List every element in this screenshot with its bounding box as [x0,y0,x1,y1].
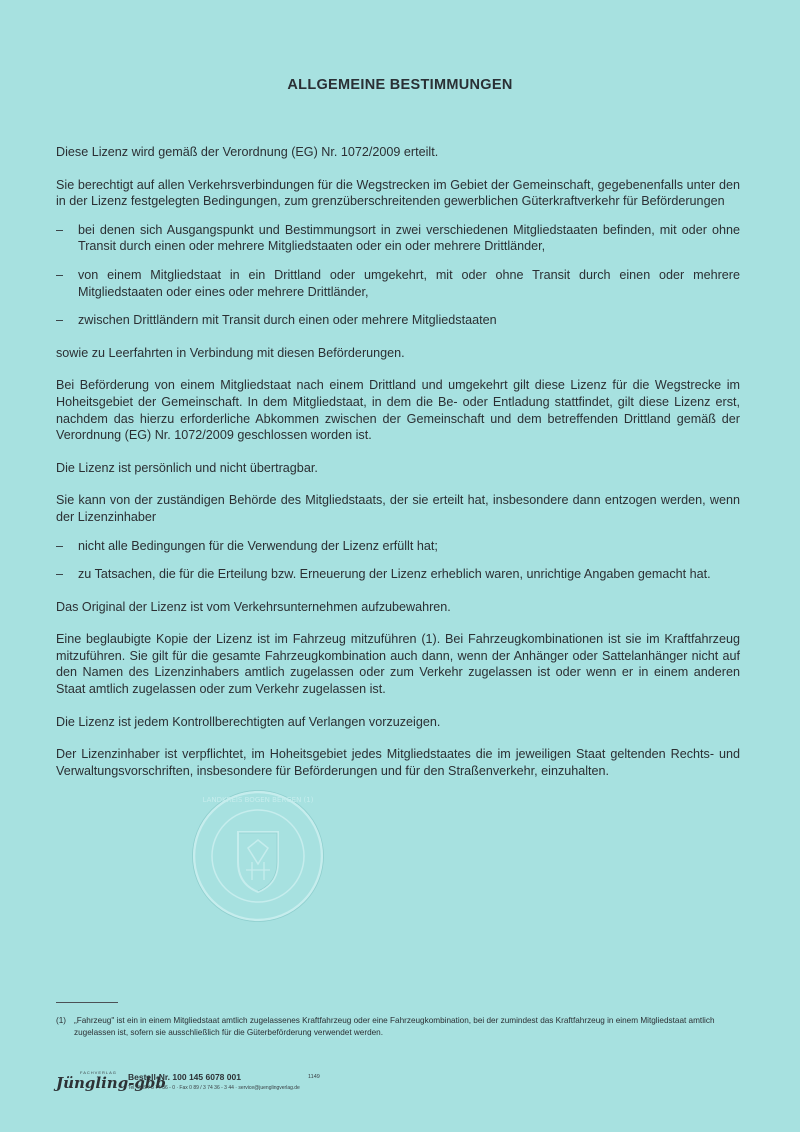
seal-text: LANDKREIS BOGEN BERGEN (1) [202,796,314,804]
list-item-text: zu Tatsachen, die für die Erteilung bzw. Erneuerung der Lizenz erheblich waren, unrichtige Angaben gemacht hat. [78,567,711,582]
list-item-text: nicht alle Bedingungen für die Verwendung der Lizenz erfüllt hat; [78,538,438,553]
document-body [56,144,740,795]
paragraph-personal: Die Lizenz ist persönlich und nicht übertragbar. [56,460,318,475]
list-dash: – [56,222,64,237]
publisher-imprint [56,1070,456,1100]
footnote-text: „Fahrzeug" ist ein in einem Mitgliedstaat amtlich zugelassenes Kraftfahrzeug oder eine Fahrzeugkombination, bei der zumindest das Kraftfahrzeug in einem Mitgliedstaat amtlich zugelassen ist, sofern sie ausschließlich für die Güterbeförderung verwendet werden. [74,1016,715,1037]
paragraph-empty-runs: sowie zu Leerfahrten in Verbindung mit diesen Beförderungen. [56,345,405,360]
footnote [56,1015,746,1038]
paragraph-intro: Diese Lizenz wird gemäß der Verordnung (EG) Nr. 1072/2009 erteilt. [56,145,439,159]
publisher-logo-subtitle: FACHVERLAG [80,1070,117,1075]
paragraph-certified-copy: Eine beglaubigte Kopie der Lizenz ist im Fahrzeug mitzuführen (1). Bei Fahrzeugkombinationen ist sie im Kraftfahrzeug mitzuführen. Sie gilt für die gesamte Fahrzeugkombination auch dann, wenn der Anhänger oder Sattelanhänger nicht auf den Namen des Lizenzinhabers amtlich zugelassen oder zum Verkehr zugelassen ist oder wenn er in einem anderen Staat amtlich zugelassen oder zum Verkehr zugelassen ist. [56,632,740,697]
list-item-text: zwischen Drittländern mit Transit durch einen oder mehrere Mitgliedstaaten [78,313,497,328]
list-item [56,222,740,255]
page-title: ALLGEMEINE BESTIMMUNGEN [287,77,513,93]
paragraph-original: Das Original der Lizenz ist vom Verkehrsunternehmen aufzubewahren. [56,599,451,614]
list-dash: – [56,267,64,282]
embossed-seal-icon [190,788,326,924]
paragraph-obligations: Der Lizenzinhaber ist verpflichtet, im Hoheitsgebiet jedes Mitgliedstaates die im jeweiligen Staat geltenden Rechts- und Verwaltungsvorschriften, insbesondere für Beförderungen und für den Straßenverkehr, einzuhalten. [56,747,740,778]
publisher-logo: Jüngling-gbb [56,1074,166,1092]
list-dash: – [56,567,64,582]
list-item-text: bei denen sich Ausgangspunkt und Bestimmungsort in zwei verschiedenen Mitgliedstaaten befinden, mit oder ohne Transit durch einen oder mehrere Mitgliedstaaten oder ein oder mehrere Drittländer, [78,222,740,254]
list-item [56,566,740,583]
list-item [56,538,740,555]
paragraph-third-country: Bei Beförderung von einem Mitgliedstaat nach einem Drittland und umgekehrt gilt diese Lizenz für die Wegstrecke im Hoheitsgebiet der Gemeinschaft. In dem Mitgliedstaat, in dem die Be- oder Entladung stattfindet, gilt diese Lizenz erst, nachdem das hierzu erforderliche Abkommen zwischen der Gemeinschaft und dem betreffenden Drittland gemäß der Verordnung (EG) Nr. 1072/2009 geschlossen worden ist. [56,378,740,443]
paragraph-withdrawal: Sie kann von der zuständigen Behörde des Mitgliedstaats, der sie erteilt hat, insbesondere dann entzogen werden, wenn der Lizenzinhaber [56,493,740,524]
publisher-contact: Tel. 0 89 / 3 74 36 - 0 · Fax 0 89 / 3 74 36 - 3 44 · service@jueng​lingverlag.de [128,1085,300,1091]
list-dash: – [56,538,64,553]
paragraph-inspection: Die Lizenz ist jedem Kontrollberechtigten auf Verlangen vorzuzeigen. [56,714,441,729]
form-code: 1149 [308,1074,320,1080]
paragraph-authorization: Sie berechtigt auf allen Verkehrsverbindungen für die Wegstrecken im Gebiet der Gemeinschaft, gegebenenfalls unter den in der Lizenz festgelegten Bedingungen, zum grenzüberschreitenden gewerblichen Güterkraftverkehr für Beförderungen [56,177,740,209]
list-item [56,267,740,300]
footnote-number: (1) [56,1016,67,1025]
list-dash: – [56,313,64,328]
list-item [56,312,740,329]
order-number: Bestell-Nr. 100 145 6078 001 [128,1072,241,1082]
list-item-text: von einem Mitgliedstaat in ein Drittland oder umgekehrt, mit oder ohne Transit durch einen oder mehrere Mitgliedstaaten oder eines oder mehrere Drittländer, [78,267,740,299]
footnote-divider [56,1002,118,1003]
